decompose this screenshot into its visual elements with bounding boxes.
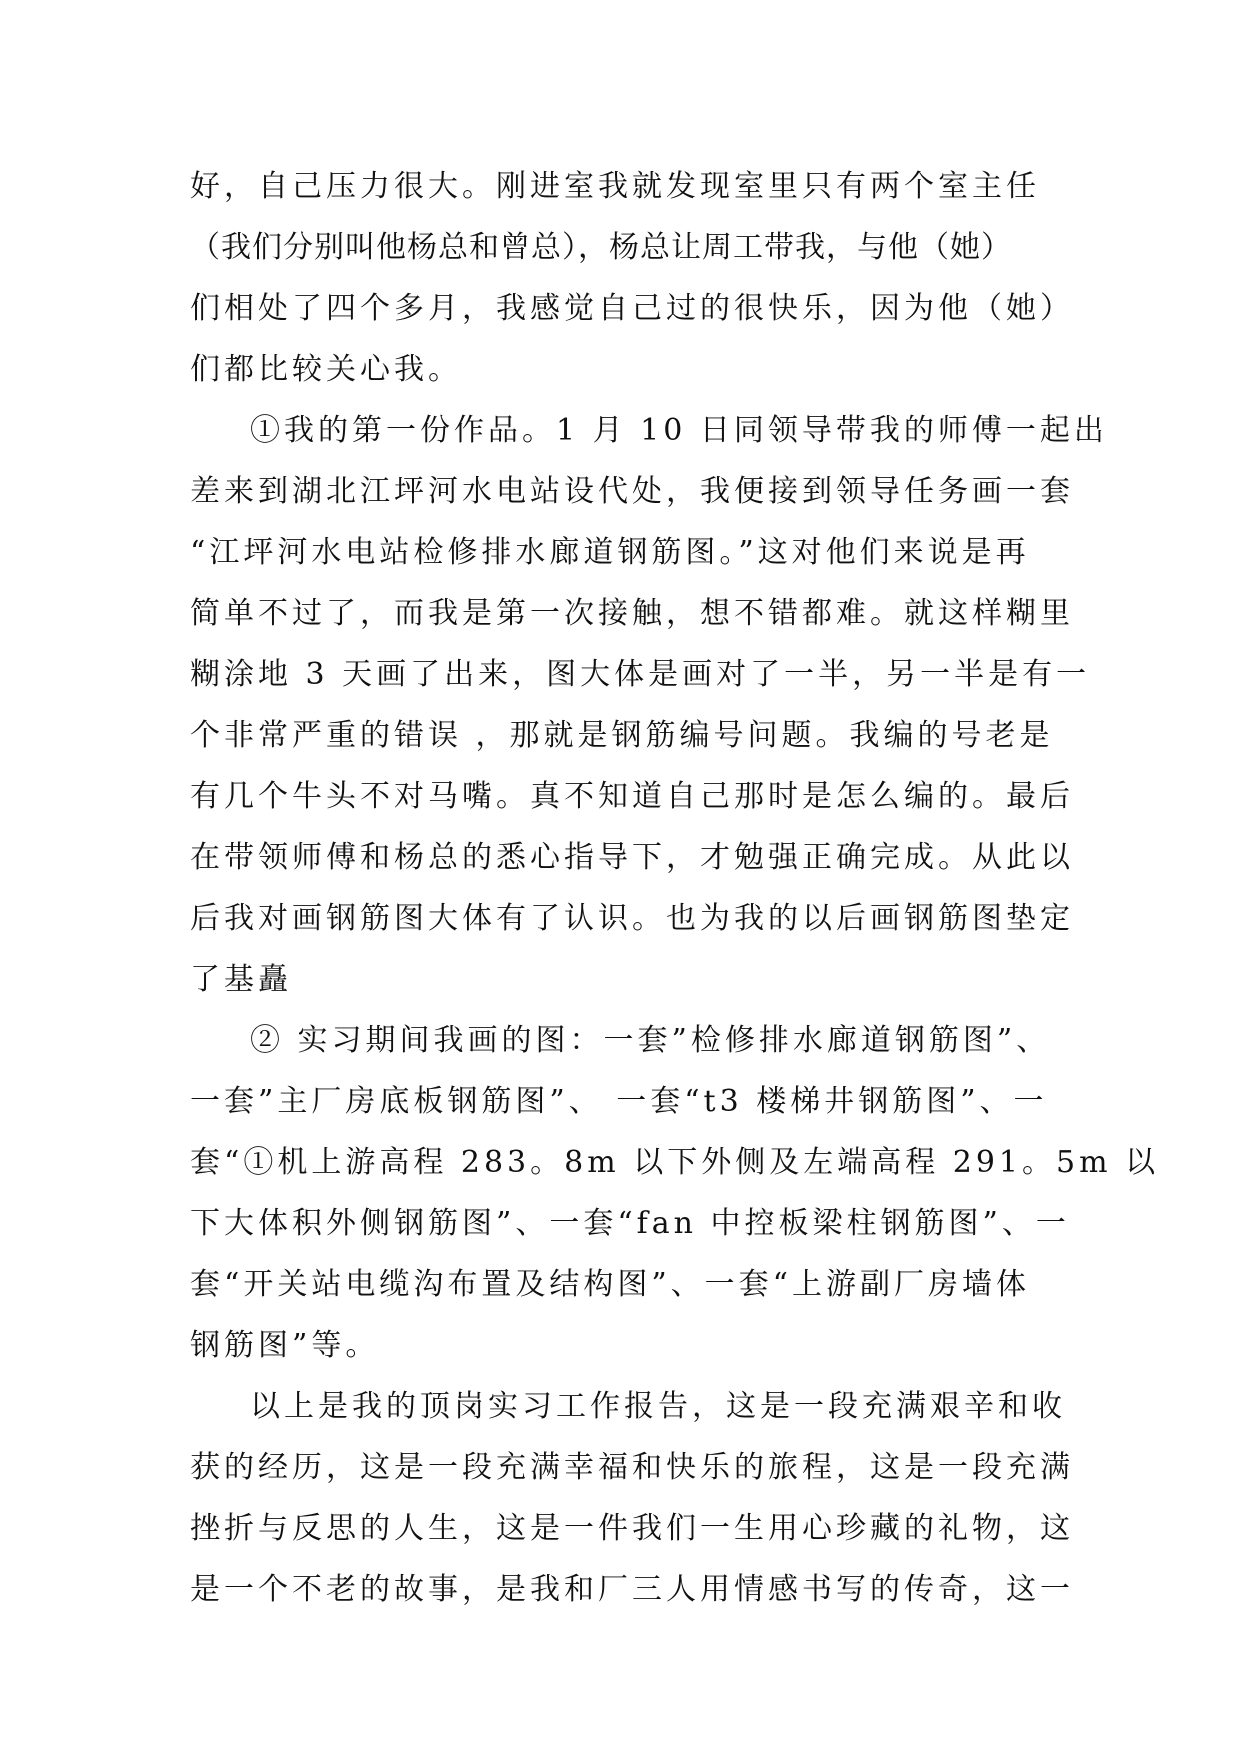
text-line: 是一个不老的故事，是我和厂三人用情感书写的传奇，这一: [190, 1572, 1074, 1607]
text-line: 挫折与反思的人生，这是一件我们一生用心珍藏的礼物，这: [190, 1511, 1074, 1546]
text-line: 糊涂地 3 天画了出来，图大体是画对了一半，另一半是有一: [190, 657, 1091, 692]
text-line: 下大体积外侧钢筋图”、一套“fan 中控板梁柱钢筋图”、一: [190, 1206, 1070, 1241]
text-line: 们相处了四个多月，我感觉自己过的很快乐，因为他（她）: [190, 291, 1074, 326]
text-line: （我们分别叫他杨总和曾总），杨总让周工带我，与他（她）: [190, 230, 1012, 265]
text-line: “江坪河水电站检修排水廊道钢筋图。”这对他们来说是再: [190, 535, 1030, 570]
text-line: 后我对画钢筋图大体有了认识。也为我的以后画钢筋图垫定: [190, 901, 1074, 936]
text-line: 们都比较关心我。: [190, 352, 462, 387]
text-line: 钢筋图”等。: [190, 1328, 380, 1363]
text-line: 个非常严重的错误 ，那就是钢筋编号问题。我编的号老是: [190, 718, 1054, 753]
text-line: 简单不过了，而我是第一次接触，想不错都难。就这样糊里: [190, 596, 1074, 631]
text-line: 在带领师傅和杨总的悉心指导下，才勉强正确完成。从此以: [190, 840, 1074, 875]
text-line: 获的经历，这是一段充满幸福和快乐的旅程，这是一段充满: [190, 1450, 1074, 1485]
text-line: 有几个牛头不对马嘴。真不知道自己那时是怎么编的。最后: [190, 779, 1074, 814]
paragraph-start-line: 以上是我的顶岗实习工作报告，这是一段充满艰辛和收: [250, 1389, 1066, 1424]
text-line: 套“①机上游高程 283。8m 以下外侧及左端高程 291。5m 以: [190, 1145, 1160, 1180]
text-line: 好，自己压力很大。刚进室我就发现室里只有两个室主任: [190, 169, 1040, 204]
text-line: 了基矗: [190, 962, 292, 997]
paragraph-start-line: ② 实习期间我画的图：一套”检修排水廊道钢筋图”、: [250, 1023, 1051, 1058]
text-line: 差来到湖北江坪河水电站设代处，我便接到领导任务画一套: [190, 474, 1074, 509]
paragraph-start-line: ①我的第一份作品。1 月 10 日同领导带我的师傅一起出: [250, 413, 1108, 448]
text-line: 一套”主厂房底板钢筋图”、 一套“t3 楼梯井钢筋图”、一: [190, 1084, 1048, 1119]
body-text: [190, 156, 1160, 1620]
text-line: 套“开关站电缆沟布置及结构图”、一套“上游副厂房墙体: [190, 1267, 1031, 1302]
